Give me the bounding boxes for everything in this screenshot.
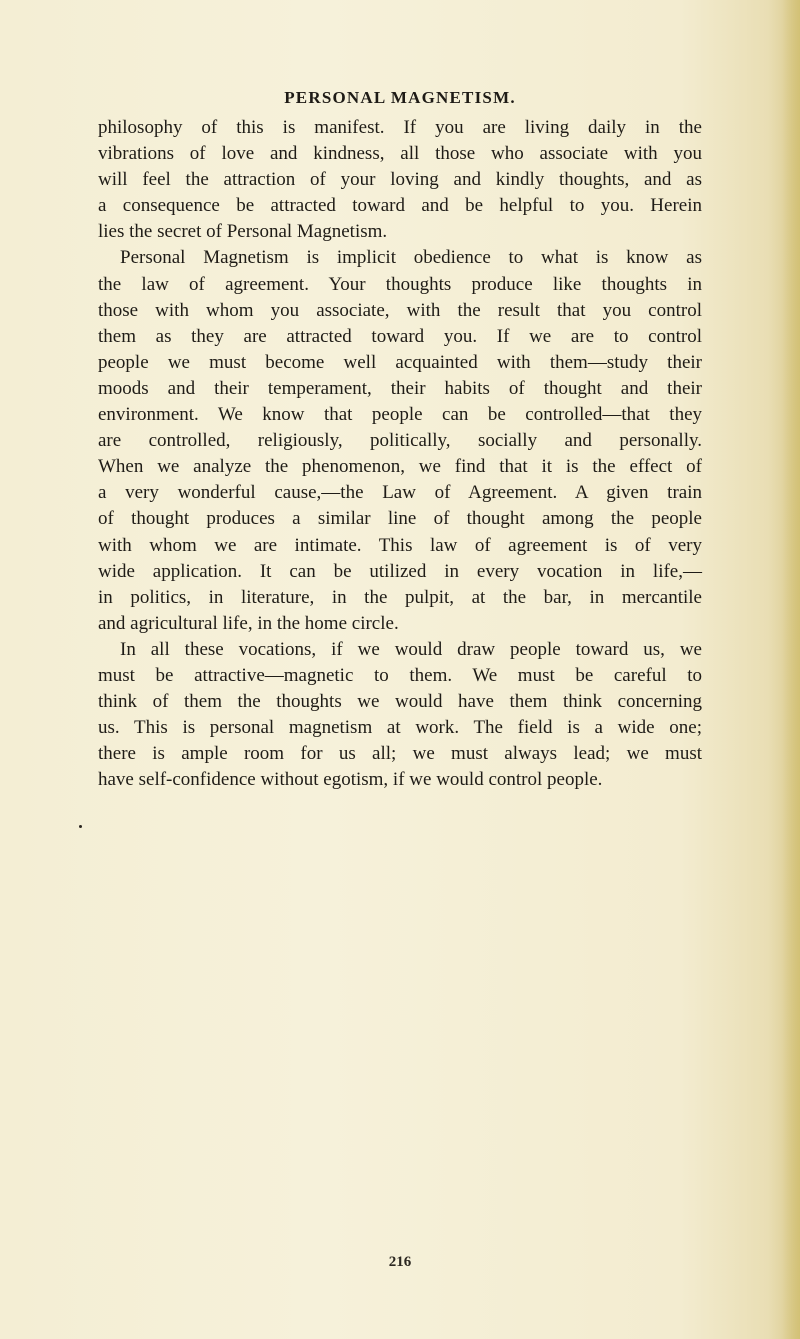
body-text bbox=[98, 115, 702, 793]
text-line: a very wonderful cause,—the Law of Agreement. A given train bbox=[98, 482, 702, 504]
text-line: moods and their temperament, their habits of thought and their bbox=[98, 377, 702, 399]
text-line: a consequence be attracted toward and be helpful to you. Herein bbox=[98, 195, 702, 217]
text-line: vibrations of love and kindness, all those who associate with you bbox=[98, 143, 702, 165]
text-line: with whom we are intimate. This law of agreement is of very bbox=[98, 534, 702, 556]
text-line: lies the secret of Personal Magnetism. bbox=[98, 221, 388, 243]
text-line: there is ample room for us all; we must always lead; we must bbox=[98, 743, 702, 765]
text-line: the law of agreement. Your thoughts produce like thoughts in bbox=[98, 273, 702, 295]
text-line: of thought produces a similar line of thought among the people bbox=[98, 508, 702, 530]
text-line: those with whom you associate, with the result that you control bbox=[98, 299, 702, 321]
page-number: 216 bbox=[388, 1254, 412, 1270]
page-edge-shadow bbox=[782, 0, 800, 1339]
text-line: in politics, in literature, in the pulpit, at the bar, in mercantile bbox=[98, 586, 702, 608]
running-head: PERSONAL MAGNETISM. bbox=[284, 88, 516, 107]
text-line: will feel the attraction of your loving and kindly thoughts, and as bbox=[98, 169, 702, 191]
text-line: have self-confidence without egotism, if we would control people. bbox=[98, 769, 603, 791]
text-line: philosophy of this is manifest. If you are living daily in the bbox=[98, 117, 702, 138]
text-line: think of them the thoughts we would have them think concerning bbox=[98, 691, 702, 713]
text-line: When we analyze the phenomenon, we find that it is the effect of bbox=[98, 456, 702, 478]
text-line: people we must become well acquainted with them—study their bbox=[98, 351, 702, 373]
text-line: Personal Magnetism is implicit obedience to what is know as bbox=[120, 247, 702, 269]
text-line: wide application. It can be utilized in every vocation in life,— bbox=[98, 560, 702, 582]
text-line: us. This is personal magnetism at work. The field is a wide one; bbox=[98, 717, 702, 739]
ink-speck bbox=[79, 825, 82, 828]
text-line: them as they are attracted toward you. If we are to control bbox=[98, 325, 702, 347]
text-line: are controlled, religiously, politically, socially and personally. bbox=[98, 430, 702, 452]
text-line: and agricultural life, in the home circle. bbox=[98, 612, 399, 634]
text-line: In all these vocations, if we would draw people toward us, we bbox=[120, 638, 702, 660]
text-line: must be attractive—magnetic to them. We must be careful to bbox=[98, 664, 702, 686]
text-line: environment. We know that people can be controlled—that they bbox=[98, 404, 702, 426]
